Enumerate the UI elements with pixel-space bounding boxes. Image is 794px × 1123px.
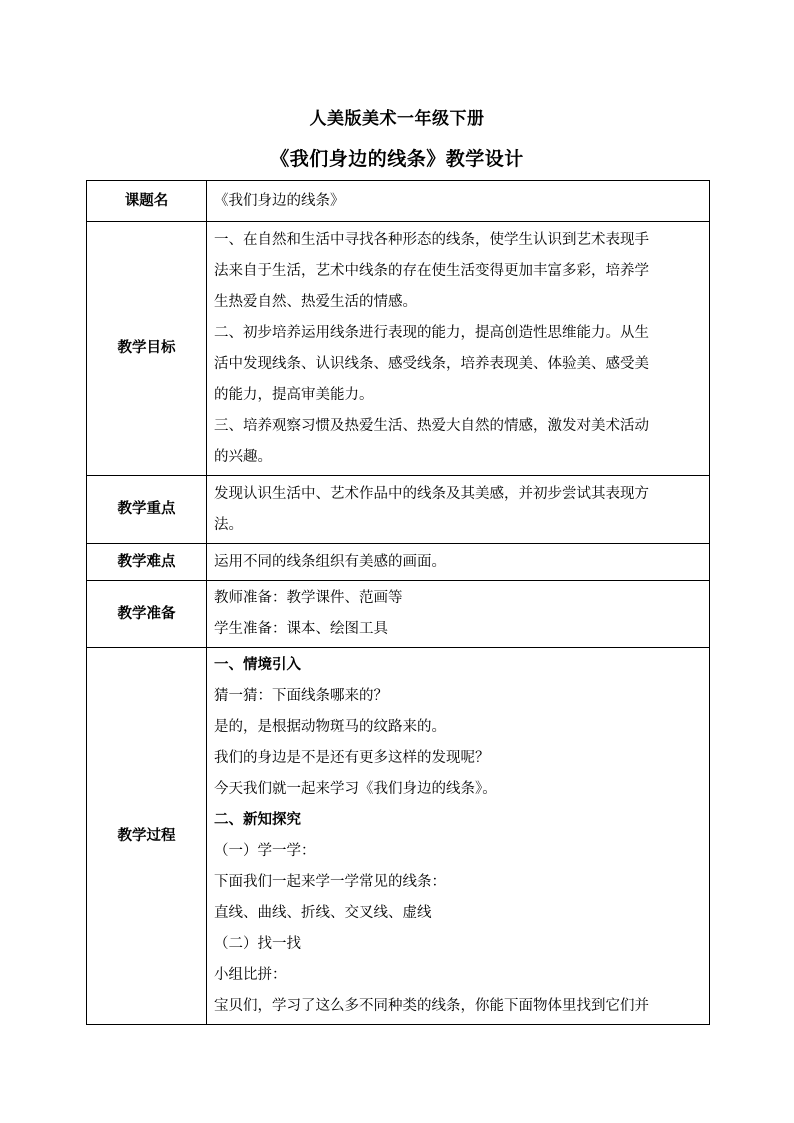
process-line: 我们的身边是不是还有更多这样的发现呢？	[214, 750, 490, 766]
row-key-points	[87, 476, 710, 544]
topic-label: 课题名	[87, 181, 207, 222]
preparation-content	[207, 581, 710, 648]
row-goals	[87, 222, 710, 476]
goals-line: 二、初步培养运用线条进行表现的能力，提高创造性思维能力。从生	[214, 324, 649, 341]
key-points-line: 发现认识生活中、艺术作品中的线条及其美感，并初步尝试其表现方	[214, 485, 649, 502]
topic-value: 《我们身边的线条》	[207, 181, 710, 222]
process-line: （二）找一找	[214, 936, 301, 952]
student-preparation: 学生准备：课本、绘图工具	[214, 621, 388, 637]
process-label: 教学过程	[87, 648, 207, 1025]
row-topic	[87, 181, 710, 222]
row-difficulties	[87, 544, 710, 581]
preparation-label: 教学准备	[87, 581, 207, 648]
document-subtitle: 《我们身边的线条》教学设计	[270, 148, 524, 170]
difficulties-label: 教学难点	[87, 544, 207, 581]
key-points-label: 教学重点	[87, 476, 207, 544]
process-line: 直线、曲线、折线、交叉线、虚线	[214, 905, 432, 921]
key-points-line: 法。	[214, 516, 243, 533]
goals-line: 法来自于生活，艺术中线条的存在使生活变得更加丰富多彩，培养学	[214, 262, 649, 279]
process-line: 今天我们就一起来学习《我们身边的线条》。	[214, 781, 497, 797]
process-line: 猜一猜：下面线条哪来的？	[214, 688, 388, 704]
section1-heading: 一、情境引入	[214, 657, 301, 673]
process-line: 小组比拼：	[214, 967, 287, 983]
section2-heading: 二、新知探究	[214, 812, 301, 828]
process-line: 宝贝们，学习了这么多不同种类的线条，你能下面物体里找到它们并	[214, 998, 649, 1014]
goals-line: 的能力，提高审美能力。	[214, 386, 374, 403]
goals-line: 生热爱自然、热爱生活的情感。	[214, 293, 417, 310]
document-title: 人美版美术一年级下册	[309, 109, 485, 129]
difficulties-value: 运用不同的线条组织有美感的画面。	[207, 544, 710, 581]
process-line: 是的，是根据动物斑马的纹路来的。	[214, 719, 446, 735]
process-line: （一）学一学：	[214, 843, 316, 859]
row-process	[87, 648, 710, 1025]
teacher-preparation: 教师准备：教学课件、范画等	[214, 590, 403, 606]
goals-line: 的兴趣。	[214, 448, 272, 465]
key-points-content	[207, 476, 710, 544]
process-content	[207, 648, 710, 1025]
row-preparation	[87, 581, 710, 648]
process-line: 下面我们一起来学一学常见的线条：	[214, 874, 446, 890]
goals-content	[207, 222, 710, 476]
goals-line: 三、培养观察习惯及热爱生活、热爱大自然的情感，激发对美术活动	[214, 417, 649, 434]
lesson-plan-table	[86, 180, 710, 1025]
goals-label: 教学目标	[87, 222, 207, 476]
goals-line: 一、在自然和生活中寻找各种形态的线条，使学生认识到艺术表现手	[214, 231, 649, 248]
goals-line: 活中发现线条、认识线条、感受线条，培养表现美、体验美、感受美	[214, 355, 649, 372]
